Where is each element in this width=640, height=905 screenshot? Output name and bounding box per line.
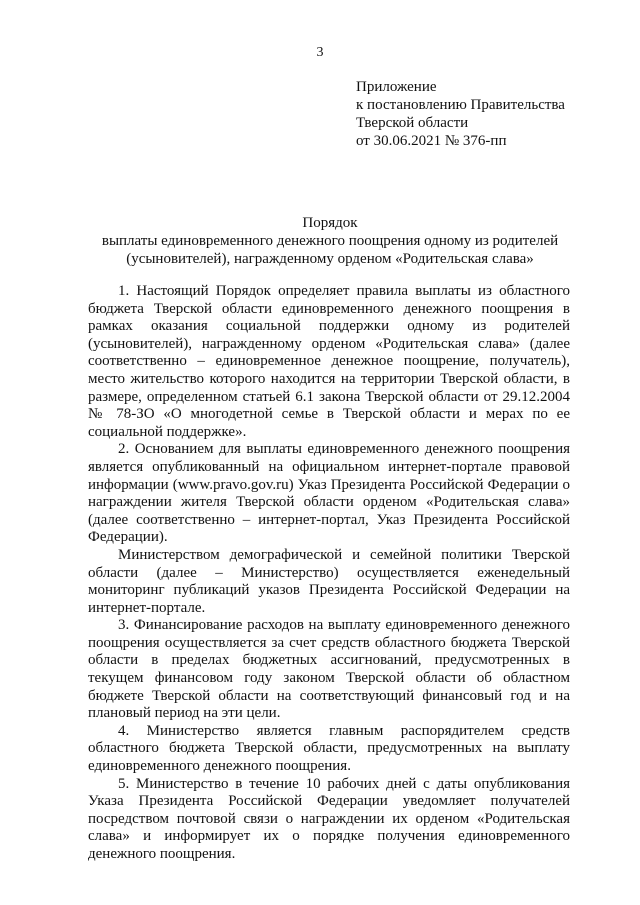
paragraph-2: 2. Основанием для выплаты единовременного денежного поощрения является опубликованный на официальном интернет-портале правовой информации (www.pravo.gov.ru) Указ Президента Российской Федерации о награждении жителя Тверской области орденом «Родительская слава» (далее соответственно – интернет-портал, Указ Президента Российской Федерации). [88, 441, 570, 546]
appendix-header [356, 78, 565, 150]
title-heading: Порядок [302, 215, 358, 231]
document-title [60, 214, 600, 268]
page-number: 3 [316, 45, 324, 60]
paragraph-4: 3. Финансирование расходов на выплату единовременного денежного поощрения осуществляется за счет средств областного бюджета Тверской области в пределах бюджетных ассигнований, предусмотренных в текущем финансовом году законом Тверской области об областном бюджете Тверской области на соответствующий финансовый год и на плановый период на эти цели. [88, 617, 570, 722]
paragraph-6: 5. Министерство в течение 10 рабочих дней с даты опубликования Указа Президента Российской Федерации уведомляет получателей посредством почтовой связи о награждении их орденом «Родительская слава» и информирует их о порядке получения единовременного денежного поощрения. [88, 775, 570, 862]
paragraph-1: 1. Настоящий Порядок определяет правила выплаты из областного бюджета Тверской области единовременного денежного поощрения в рамках оказания социальной поддержки одному из родителей (усыновителей), награжденному орденом «Родительская слава» (далее соответственно – единовременное денежное поощрение, получатель), место жительство которого находится на территории Тверской области, в размере, определенном статьей 6.1 закона Тверской области от 29.12.2004 № 78-ЗО «О многодетной семье в Тверской области и мерах по ее социальной поддержке». [88, 283, 570, 440]
paragraph-5: 4. Министерство является главным распорядителем средств областного бюджета Тверской области, предусмотренных на выплату единовременного денежного поощрения. [88, 722, 570, 775]
title-line-1: выплаты единовременного денежного поощрения одному из родителей [101, 233, 559, 249]
appendix-line-1: Приложение [356, 79, 437, 95]
appendix-line-4: от 30.06.2021 № 376-пп [356, 133, 507, 149]
appendix-line-3: Тверской области [356, 115, 469, 131]
title-line-2: (усыновителей), награжденному орденом «Родительская слава» [126, 251, 534, 267]
document-body [88, 283, 570, 864]
appendix-line-2: к постановлению Правительства [356, 97, 565, 113]
paragraph-3: Министерством демографической и семейной политики Тверской области (далее – Министерство) осуществляется еженедельный мониторинг публикаций указов Президента Российской Федерации на интернет-портале. [88, 546, 570, 616]
